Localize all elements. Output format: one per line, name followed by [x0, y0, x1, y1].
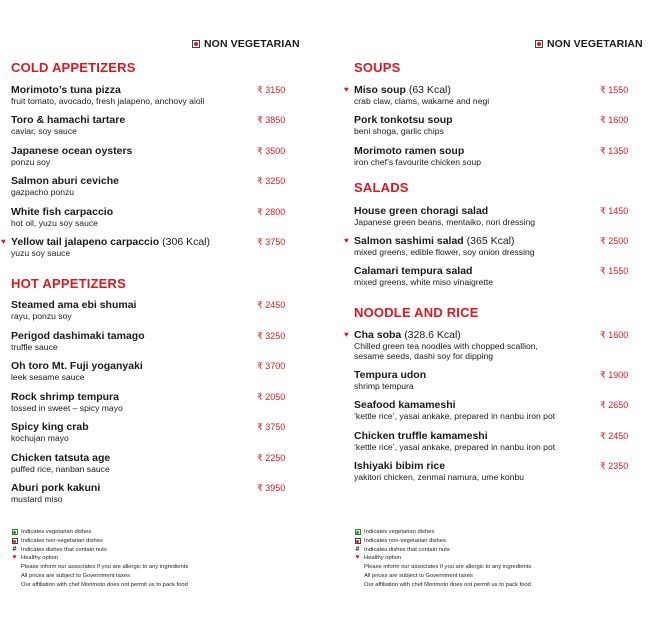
currency-symbol: ₹: [257, 207, 263, 217]
legend-healthy-text: Healthy option: [364, 555, 402, 562]
menu-item: [354, 114, 650, 136]
legend-note: All prices are subject to Government taxes: [21, 572, 130, 579]
menu-item: [11, 391, 311, 413]
currency-symbol: ₹: [257, 392, 263, 402]
item-title: Chicken truffle kamameshi: [354, 430, 488, 442]
item-description: truffle sauce: [11, 342, 58, 352]
item-description: tossed in sweet – spicy mayo: [11, 403, 123, 413]
currency-symbol: ₹: [600, 266, 606, 276]
item-description: Chilled green tea noodles with chopped scallion,: [354, 341, 538, 351]
item-price: [257, 115, 285, 126]
legend-nonveg: [354, 537, 531, 546]
item-title: Oh toro Mt. Fuji yoganyaki: [11, 360, 143, 372]
legend-note: All prices are subject to Government taxes: [364, 572, 473, 579]
item-price: [257, 146, 285, 157]
item-price: [600, 431, 628, 442]
item-description: puffed rice, nanban sauce: [11, 464, 110, 474]
item-title: Salmon sashimi salad: [354, 235, 464, 247]
currency-symbol: ₹: [257, 331, 263, 341]
item-description: yakitori chicken, zenmai namura, ume konbu: [354, 472, 525, 482]
heart-icon: ♥: [344, 85, 349, 94]
currency-symbol: ₹: [600, 330, 606, 340]
legend: [354, 528, 531, 590]
item-description: shrimp tempura: [354, 381, 414, 391]
currency-symbol: ₹: [600, 206, 606, 216]
price-value: 2450: [265, 300, 286, 310]
menu-item: [11, 482, 311, 504]
currency-symbol: ₹: [257, 237, 263, 247]
menu-item: [11, 175, 311, 197]
item-description: beni shoga, garlic chips: [354, 126, 444, 136]
nonveg-badge: [192, 38, 300, 50]
legend-healthy: [11, 554, 188, 563]
price-value: 3750: [265, 237, 286, 247]
item-title: White fish carpaccio: [11, 206, 114, 218]
currency-symbol: ₹: [257, 85, 263, 95]
item-title: Pork tonkotsu soup: [354, 114, 453, 126]
item-description: rayu, ponzu soy: [11, 311, 72, 321]
menu-item: [11, 330, 311, 352]
heart-icon: ♥: [12, 554, 17, 562]
legend-healthy: [354, 554, 531, 563]
nonveg-badge-label: NON VEGETARIAN: [547, 38, 643, 50]
item-price: [257, 453, 285, 464]
price-value: 2050: [265, 392, 286, 402]
menu-item: [11, 452, 311, 474]
item-description: caviar, soy sauce: [11, 126, 77, 136]
price-value: 2500: [608, 236, 629, 246]
item-kcal: (306 Kcal): [162, 236, 211, 248]
nonveg-square-icon: [355, 538, 361, 544]
legend-nonveg-text: Indicates non-vegetarian dishes: [364, 537, 446, 544]
item-price: [600, 85, 628, 96]
veg-square-icon: [355, 529, 361, 535]
item-price: [257, 422, 285, 433]
item-description: mixed greens, edible flower, soy onion dressing: [354, 247, 535, 257]
legend-nuts-text: Indicates dishes that contain nuts: [364, 546, 450, 553]
legend-nuts-icon-wrap: [11, 546, 18, 553]
item-title: Steamed ama ebi shumai: [11, 299, 137, 311]
legend-healthy-icon-wrap: [11, 555, 18, 562]
item-price: [600, 236, 628, 247]
item-price: [257, 176, 285, 187]
currency-symbol: ₹: [257, 176, 263, 186]
currency-symbol: ₹: [257, 146, 263, 156]
item-title: Ishiyaki bibim rice: [354, 460, 446, 472]
item-price: [600, 461, 628, 472]
menu-item: [354, 369, 650, 391]
currency-symbol: ₹: [257, 453, 263, 463]
menu-item: [11, 360, 311, 382]
item-description: kochujan mayo: [11, 433, 69, 443]
item-title: Miso soup: [354, 84, 406, 96]
price-value: 1550: [608, 266, 629, 276]
item-price: [257, 361, 285, 372]
item-description: mustard miso: [11, 494, 63, 504]
price-value: 3700: [265, 361, 286, 371]
item-title: Rock shrimp tempura: [11, 391, 119, 403]
section-title: HOT APPETIZERS: [11, 276, 126, 291]
legend-note: Our affiliation with chef Morimoto does not permit us to pack food: [364, 581, 531, 588]
legend-veg-text: Indicates vegetarian dishes: [364, 529, 435, 535]
item-title: Chicken tatsuta age: [11, 452, 111, 464]
heart-icon: ♥: [344, 330, 349, 339]
legend: [11, 528, 188, 590]
item-title: Aburi pork kakuni: [11, 482, 101, 494]
item-description: ‘kettle rice’, yasai ankake, prepared in nanbu iron pot: [354, 411, 556, 421]
legend-veg: [11, 528, 188, 537]
item-price: [600, 370, 628, 381]
item-description: hot oil, yuzu soy sauce: [11, 218, 98, 228]
legend-nuts: [11, 546, 188, 555]
menu-item: [11, 421, 311, 443]
currency-symbol: ₹: [600, 461, 606, 471]
currency-symbol: ₹: [257, 422, 263, 432]
menu-item: [11, 145, 311, 167]
price-value: 1600: [608, 115, 629, 125]
currency-symbol: ₹: [257, 115, 263, 125]
price-value: 1450: [608, 206, 629, 216]
heart-icon: ♥: [355, 554, 360, 562]
item-title: Spicy king crab: [11, 421, 89, 433]
item-title: Yellow tail jalapeno carpaccio: [11, 236, 160, 248]
item-description: Japanese green beans, mentaiko, nori dressing: [354, 217, 536, 227]
menu-item: [354, 460, 650, 482]
price-value: 3150: [265, 85, 286, 95]
item-description: yuzu soy sauce: [11, 248, 71, 258]
menu-item: [344, 84, 650, 106]
menu-item: [11, 206, 311, 228]
item-description: iron chef’s favourite chicken soup: [354, 157, 482, 167]
currency-symbol: ₹: [600, 85, 606, 95]
price-value: 1600: [608, 330, 629, 340]
item-title: Japanese ocean oysters: [11, 145, 133, 157]
price-value: 3750: [265, 422, 286, 432]
legend-note: Please inform our associates if you are allergic to any ingredients: [21, 564, 189, 571]
item-title: Morimoto ramen soup: [354, 145, 465, 157]
section-title: SALADS: [354, 180, 409, 195]
item-kcal: (365 Kcal): [466, 235, 515, 247]
item-price: [257, 300, 285, 311]
legend-veg-text: Indicates vegetarian dishes: [21, 529, 92, 535]
nonveg-square-icon: [192, 40, 200, 48]
hash-icon: #: [12, 545, 17, 553]
section-title: NOODLE AND RICE: [354, 305, 479, 320]
item-title: Cha soba: [354, 329, 402, 341]
item-title: House green choragi salad: [354, 205, 489, 217]
item-title: Tempura udon: [354, 369, 427, 381]
nonveg-square-icon: [12, 538, 18, 544]
menu-item: [354, 399, 650, 421]
item-title: Perigod dashimaki tamago: [11, 330, 145, 342]
legend-nuts: [354, 546, 531, 555]
item-description: fruit tomato, avocado, fresh jalapeno, anchovy aioli: [11, 96, 205, 106]
item-title: Salmon aburi ceviche: [11, 175, 119, 187]
price-value: 2350: [608, 461, 629, 471]
legend-healthy-icon-wrap: [354, 555, 361, 562]
menu-item: [344, 235, 650, 257]
menu-item: [354, 205, 650, 227]
nonveg-badge: [535, 38, 643, 50]
legend-nonveg-text: Indicates non-vegetarian dishes: [21, 537, 103, 544]
nonveg-badge-label: NON VEGETARIAN: [204, 38, 300, 50]
menu-item: [354, 265, 650, 287]
menu-item: [11, 299, 311, 321]
legend-veg: [354, 528, 531, 537]
item-description: sesame seeds, dashi soy for dipping: [354, 351, 494, 361]
price-value: 2450: [608, 431, 629, 441]
currency-symbol: ₹: [600, 431, 606, 441]
legend-note: Please inform our associates if you are allergic to any ingredients: [364, 564, 532, 571]
section-title: COLD APPETIZERS: [11, 60, 136, 75]
price-value: 3500: [265, 146, 286, 156]
menu-item: [1, 236, 311, 258]
item-price: [600, 115, 628, 126]
legend-nonveg-icon-wrap: [354, 538, 361, 545]
price-value: 3250: [265, 176, 286, 186]
item-price: [257, 392, 285, 403]
item-price: [600, 266, 628, 277]
price-value: 2650: [608, 400, 629, 410]
menu-item: [354, 145, 650, 167]
item-title: Toro & hamachi tartare: [11, 114, 126, 126]
item-price: [257, 237, 285, 248]
item-title: Seafood kamameshi: [354, 399, 456, 411]
currency-symbol: ₹: [600, 146, 606, 156]
currency-symbol: ₹: [257, 483, 263, 493]
price-value: 3950: [265, 483, 286, 493]
veg-square-icon: [12, 529, 18, 535]
nonveg-square-icon: [535, 40, 543, 48]
section-title: SOUPS: [354, 60, 401, 75]
item-description: gazpacho ponzu: [11, 187, 75, 197]
price-value: 2800: [265, 207, 286, 217]
currency-symbol: ₹: [600, 370, 606, 380]
price-value: 1550: [608, 85, 629, 95]
currency-symbol: ₹: [600, 115, 606, 125]
legend-nonveg: [11, 537, 188, 546]
item-price: [600, 146, 628, 157]
legend-nuts-icon-wrap: [354, 546, 361, 553]
item-title: Morimoto’s tuna pizza: [11, 84, 121, 96]
price-value: 3850: [265, 115, 286, 125]
legend-nonveg-icon-wrap: [11, 538, 18, 545]
item-description: crab claw, clams, wakame and negi: [354, 96, 490, 106]
hash-icon: #: [355, 545, 360, 553]
item-kcal: (63 Kcal): [408, 84, 451, 96]
menu-item: [344, 329, 650, 361]
legend-note: Our affiliation with chef Morimoto does not permit us to pack food: [21, 581, 188, 588]
item-kcal: (328.6 Kcal): [404, 329, 461, 341]
legend-nuts-text: Indicates dishes that contain nuts: [21, 546, 107, 553]
currency-symbol: ₹: [257, 300, 263, 310]
item-description: ‘kettle rice’, yasai ankake, prepared in nanbu iron pot: [354, 442, 556, 452]
legend-veg-icon-wrap: [11, 529, 18, 536]
item-description: leek sesame sauce: [11, 372, 85, 382]
item-price: [257, 207, 285, 218]
currency-symbol: ₹: [600, 400, 606, 410]
price-value: 3250: [265, 331, 286, 341]
legend-veg-icon-wrap: [354, 529, 361, 536]
item-price: [257, 483, 285, 494]
item-price: [600, 206, 628, 217]
item-price: [600, 330, 628, 341]
price-value: 1350: [608, 146, 629, 156]
price-value: 2250: [265, 453, 286, 463]
item-title: Calamari tempura salad: [354, 265, 473, 277]
legend-healthy-text: Healthy option: [21, 555, 59, 562]
item-price: [600, 400, 628, 411]
item-description: mixed greens, white miso vinaigrette: [354, 277, 493, 287]
item-price: [257, 85, 285, 96]
menu-item: [11, 114, 311, 136]
price-value: 1900: [608, 370, 629, 380]
item-price: [257, 331, 285, 342]
currency-symbol: ₹: [257, 361, 263, 371]
heart-icon: ♥: [1, 237, 6, 246]
menu-item: [11, 84, 311, 106]
menu-item: [354, 430, 650, 452]
heart-icon: ♥: [344, 236, 349, 245]
item-description: ponzu soy: [11, 157, 51, 167]
currency-symbol: ₹: [600, 236, 606, 246]
